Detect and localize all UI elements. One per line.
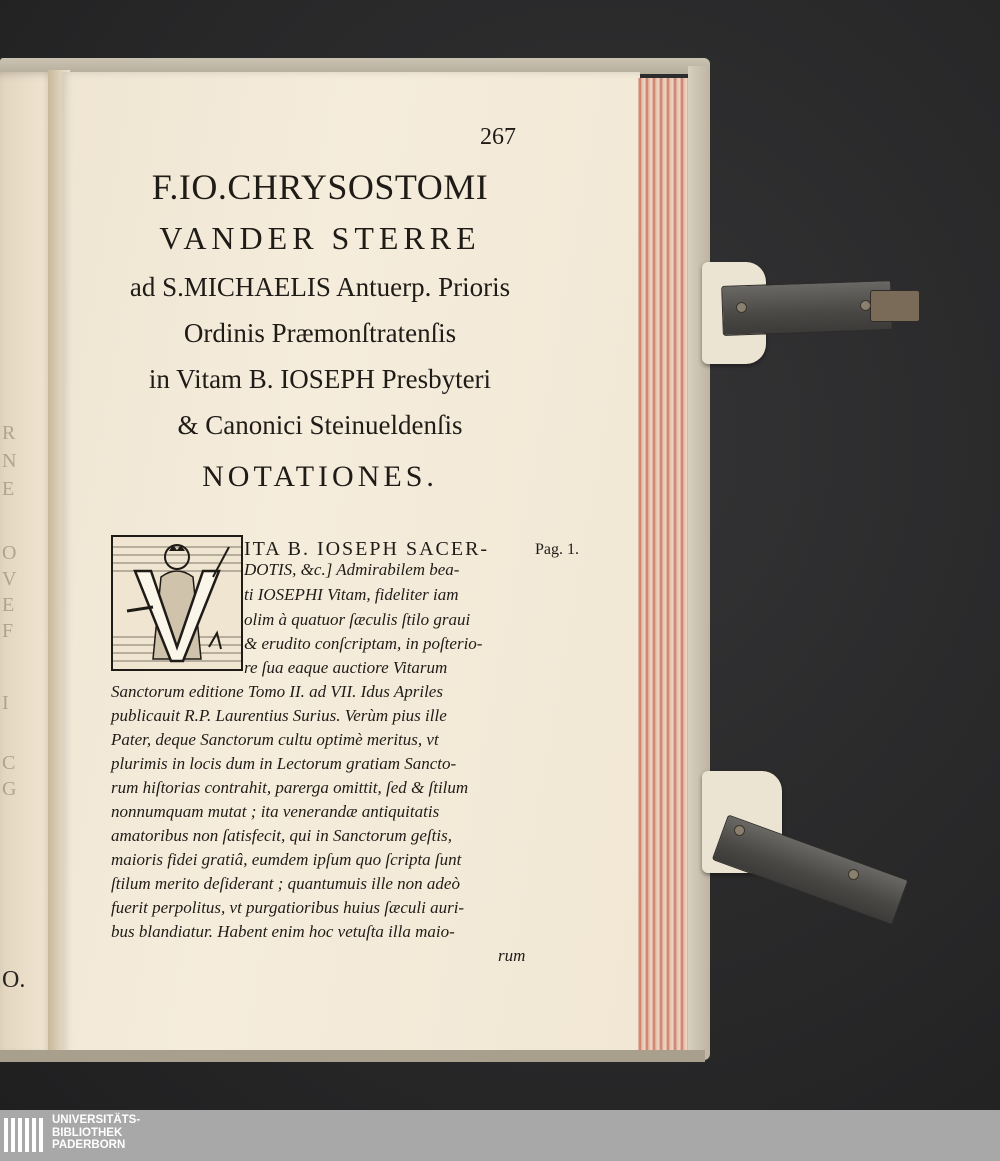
- body-line: plurimis in locis dum in Lectorum gratiam Sancto-: [111, 754, 457, 773]
- left-page-ghost-letter: E: [2, 594, 15, 616]
- title-line-subject: in Vitam B. IOSEPH Presbyteri: [148, 364, 492, 394]
- body-line: ti IOSEPHI Vitam, fideliter iam: [244, 585, 459, 604]
- catchword: rum: [498, 946, 526, 965]
- body-line: rum hiſtorias contrahit, parerga omittit, ſed & ſtilum: [111, 778, 469, 797]
- footer-bar: [0, 1110, 1000, 1161]
- body-line: maioris fidei gratiâ, eumdem ipſum quo ſcripta ſunt: [111, 850, 462, 869]
- left-page-ghost-letter: I: [2, 692, 9, 714]
- left-page-ghost-letter: O: [2, 542, 17, 564]
- left-page-ghost-letter: E: [2, 478, 15, 500]
- body-line: DOTIS, &c.] Admirabilem bea-: [244, 560, 460, 579]
- red-fore-edge: [638, 78, 693, 1054]
- book-cover-bottom-edge: [0, 1050, 705, 1062]
- title-line-author: F.IO.CHRYSOSTOMI: [151, 167, 489, 207]
- body-line: nonnumquam mutat ; ita venerandæ antiquitatis: [111, 802, 440, 821]
- left-page-ghost-letter: G: [2, 778, 17, 800]
- left-page-ghost-letter: F: [2, 620, 14, 642]
- body-line: re ſua eaque auctiore Vitarum: [244, 658, 448, 677]
- body-line: publicauit R.P. Laurentius Surius. Verùm pius ille: [111, 706, 447, 725]
- lower-clasp: [700, 765, 930, 925]
- margin-note: Pag. 1.: [535, 541, 579, 558]
- library-name-line: PADERBORN: [52, 1139, 126, 1151]
- title-line-canon: & Canonici Steinueldenſis: [177, 410, 463, 440]
- left-page-ghost-letter: N: [2, 450, 17, 472]
- body-line: bus blandiatur. Habent enim hoc vetuſta illa maio-: [111, 922, 455, 941]
- woodcut-initial-illustration: [113, 537, 241, 669]
- body-line: amatoribus non ſatisfecit, qui in Sanctorum geſtis,: [111, 826, 452, 845]
- left-page-ghost-letter: V: [2, 568, 17, 590]
- body-line: ſtilum merito deſiderant ; quantumuis ille non adeò: [111, 874, 460, 893]
- title-line-notationes: NOTATIONES.: [202, 460, 438, 493]
- library-name: [52, 1114, 140, 1152]
- library-name-line: BIBLIOTHEK: [52, 1126, 123, 1139]
- upper-clasp: [700, 258, 930, 368]
- title-line-priory: ad S.MICHAELIS Antuerp. Prioris: [129, 272, 511, 302]
- body-opening-line: ITA B. IOSEPH SACER-: [244, 538, 490, 560]
- left-page-ghost-letter: O.: [2, 967, 26, 993]
- left-page-ghost-letter: R: [2, 422, 16, 444]
- title-line-surname: VANDER STERRE: [159, 220, 481, 256]
- title-line-order: Ordinis Præmonſtratenſis: [183, 318, 457, 348]
- body-line: Pater, deque Sanctorum cultu optimè meritus, vt: [111, 730, 439, 749]
- left-page-ghost-letter: C: [2, 752, 16, 774]
- woodcut-initial-v: [111, 535, 243, 671]
- page-number: 267: [480, 124, 516, 150]
- body-line: olim à quatuor ſæculis ſtilo graui: [244, 610, 471, 629]
- body-line: Sanctorum editione Tomo II. ad VII. Idus Apriles: [111, 682, 443, 701]
- library-logo-icon: [2, 1114, 46, 1156]
- body-line: fuerit perpolitus, vt purgatioribus huius ſæculi auri-: [111, 898, 465, 917]
- library-name-line: UNIVERSITÄTS-: [52, 1114, 141, 1126]
- body-line: & erudito conſcriptam, in poſterio-: [244, 634, 483, 653]
